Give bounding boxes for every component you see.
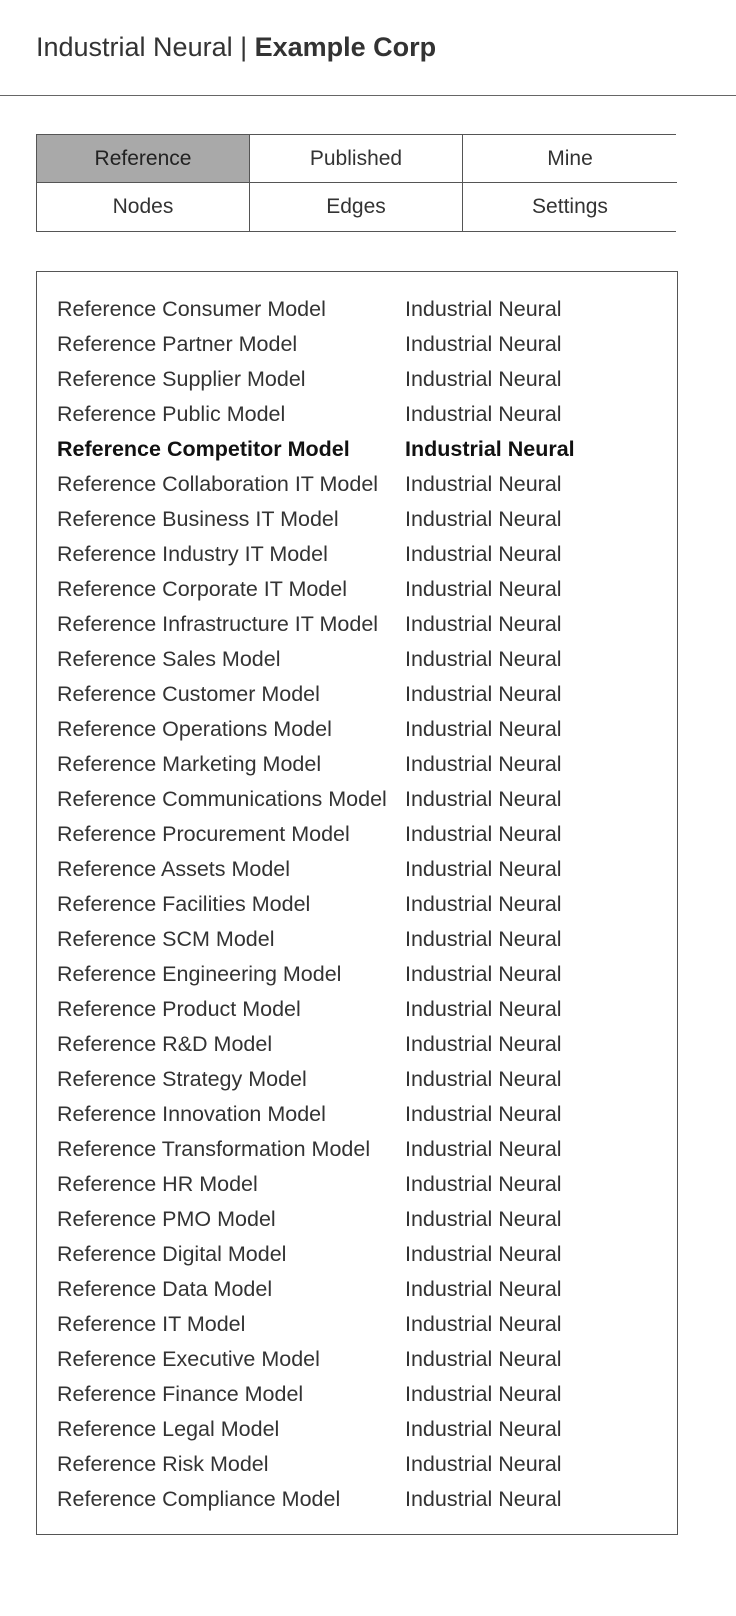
- model-owner: Industrial Neural: [405, 437, 575, 461]
- model-owner: Industrial Neural: [405, 927, 562, 951]
- model-name: Reference SCM Model: [57, 927, 275, 951]
- model-owner: Industrial Neural: [405, 822, 562, 846]
- model-row[interactable]: [37, 1482, 677, 1517]
- tab-nodes[interactable]: Nodes: [37, 183, 250, 231]
- model-row[interactable]: [37, 957, 677, 992]
- model-owner: Industrial Neural: [405, 1067, 562, 1091]
- model-name: Reference Public Model: [57, 402, 286, 426]
- model-owner: Industrial Neural: [405, 1242, 562, 1266]
- model-name: Reference Engineering Model: [57, 962, 342, 986]
- model-row[interactable]: [37, 1237, 677, 1272]
- model-row[interactable]: [37, 327, 677, 362]
- model-name: Reference Compliance Model: [57, 1487, 341, 1511]
- model-owner: Industrial Neural: [405, 1277, 562, 1301]
- model-row[interactable]: [37, 712, 677, 747]
- model-owner: Industrial Neural: [405, 402, 562, 426]
- model-name: Reference Digital Model: [57, 1242, 287, 1266]
- model-owner: Industrial Neural: [405, 1382, 562, 1406]
- model-owner: Industrial Neural: [405, 1032, 562, 1056]
- model-row[interactable]: [37, 677, 677, 712]
- model-row[interactable]: [37, 1202, 677, 1237]
- model-name: Reference R&D Model: [57, 1032, 273, 1056]
- model-list: [37, 292, 677, 1517]
- model-owner: Industrial Neural: [405, 752, 562, 776]
- model-owner: Industrial Neural: [405, 507, 562, 531]
- tab-published[interactable]: Published: [250, 135, 463, 183]
- model-owner: Industrial Neural: [405, 1137, 562, 1161]
- model-row[interactable]: [37, 1307, 677, 1342]
- model-name: Reference Operations Model: [57, 717, 332, 741]
- model-owner: Industrial Neural: [405, 682, 562, 706]
- title-separator: |: [232, 32, 255, 62]
- model-name: Reference Risk Model: [57, 1452, 269, 1476]
- tab-mine[interactable]: Mine: [463, 135, 677, 183]
- model-name: Reference Strategy Model: [57, 1067, 307, 1091]
- model-name: Reference Executive Model: [57, 1347, 320, 1371]
- model-name: Reference Product Model: [57, 997, 301, 1021]
- model-row[interactable]: [37, 502, 677, 537]
- model-owner: Industrial Neural: [405, 1452, 562, 1476]
- model-name: Reference Facilities Model: [57, 892, 311, 916]
- model-name: Reference Corporate IT Model: [57, 577, 347, 601]
- model-row[interactable]: [37, 1132, 677, 1167]
- model-owner: Industrial Neural: [405, 1417, 562, 1441]
- page-title: [36, 30, 436, 64]
- tab-edges[interactable]: Edges: [250, 183, 463, 231]
- model-row[interactable]: [37, 1412, 677, 1447]
- model-name: Reference Innovation Model: [57, 1102, 326, 1126]
- model-name: Reference Partner Model: [57, 332, 298, 356]
- company-name: Example Corp: [254, 32, 437, 62]
- model-row[interactable]: [37, 1447, 677, 1482]
- model-row[interactable]: [37, 432, 677, 467]
- model-name: Reference Transformation Model: [57, 1137, 371, 1161]
- model-name: Reference Infrastructure IT Model: [57, 612, 379, 636]
- model-row[interactable]: [37, 747, 677, 782]
- model-name: Reference Data Model: [57, 1277, 273, 1301]
- model-row[interactable]: [37, 1377, 677, 1412]
- model-owner: Industrial Neural: [405, 332, 562, 356]
- tab-settings[interactable]: Settings: [463, 183, 677, 231]
- model-name: Reference Consumer Model: [57, 297, 326, 321]
- model-owner: Industrial Neural: [405, 1172, 562, 1196]
- model-owner: Industrial Neural: [405, 297, 562, 321]
- model-owner: Industrial Neural: [405, 1312, 562, 1336]
- model-name: Reference Sales Model: [57, 647, 281, 671]
- model-owner: Industrial Neural: [405, 1487, 562, 1511]
- model-row[interactable]: [37, 607, 677, 642]
- model-owner: Industrial Neural: [405, 612, 562, 636]
- model-owner: Industrial Neural: [405, 1347, 562, 1371]
- model-owner: Industrial Neural: [405, 1102, 562, 1126]
- tab-grid: [36, 134, 676, 232]
- model-name: Reference Customer Model: [57, 682, 320, 706]
- model-row[interactable]: [37, 642, 677, 677]
- app-header: [0, 0, 736, 96]
- model-name: Reference Industry IT Model: [57, 542, 328, 566]
- model-name: Reference Marketing Model: [57, 752, 322, 776]
- model-name: Reference Finance Model: [57, 1382, 304, 1406]
- model-name: Reference Supplier Model: [57, 367, 306, 391]
- model-name: Reference Competitor Model: [57, 437, 350, 461]
- model-row[interactable]: [37, 1167, 677, 1202]
- model-row[interactable]: [37, 1062, 677, 1097]
- model-owner: Industrial Neural: [405, 542, 562, 566]
- model-name: Reference Collaboration IT Model: [57, 472, 379, 496]
- model-row[interactable]: [37, 362, 677, 397]
- model-row[interactable]: [37, 292, 677, 327]
- model-row[interactable]: [37, 782, 677, 817]
- model-row[interactable]: [37, 467, 677, 502]
- model-row[interactable]: [37, 537, 677, 572]
- model-owner: Industrial Neural: [405, 472, 562, 496]
- tab-reference[interactable]: Reference: [37, 135, 250, 183]
- model-row[interactable]: [37, 1027, 677, 1062]
- model-row[interactable]: [37, 922, 677, 957]
- model-owner: Industrial Neural: [405, 577, 562, 601]
- model-name: Reference Business IT Model: [57, 507, 339, 531]
- model-owner: Industrial Neural: [405, 962, 562, 986]
- model-row[interactable]: [37, 1097, 677, 1132]
- model-row[interactable]: [37, 817, 677, 852]
- model-row[interactable]: [37, 1272, 677, 1307]
- model-name: Reference HR Model: [57, 1172, 258, 1196]
- model-row[interactable]: [37, 887, 677, 922]
- model-owner: Industrial Neural: [405, 367, 562, 391]
- model-owner: Industrial Neural: [405, 787, 562, 811]
- model-row[interactable]: [37, 397, 677, 432]
- model-name: Reference Procurement Model: [57, 822, 350, 846]
- model-row[interactable]: [37, 1342, 677, 1377]
- model-list-panel: [36, 271, 678, 1535]
- model-name: Reference IT Model: [57, 1312, 246, 1336]
- model-row[interactable]: [37, 992, 677, 1027]
- model-owner: Industrial Neural: [405, 647, 562, 671]
- model-name: Reference PMO Model: [57, 1207, 276, 1231]
- model-name: Reference Assets Model: [57, 857, 291, 881]
- model-name: Reference Legal Model: [57, 1417, 280, 1441]
- model-name: Reference Communications Model: [57, 787, 387, 811]
- model-row[interactable]: [37, 852, 677, 887]
- model-owner: Industrial Neural: [405, 997, 562, 1021]
- model-owner: Industrial Neural: [405, 857, 562, 881]
- model-row[interactable]: [37, 572, 677, 607]
- model-owner: Industrial Neural: [405, 892, 562, 916]
- owner-name: Industrial Neural: [36, 32, 233, 62]
- model-owner: Industrial Neural: [405, 717, 562, 741]
- model-owner: Industrial Neural: [405, 1207, 562, 1231]
